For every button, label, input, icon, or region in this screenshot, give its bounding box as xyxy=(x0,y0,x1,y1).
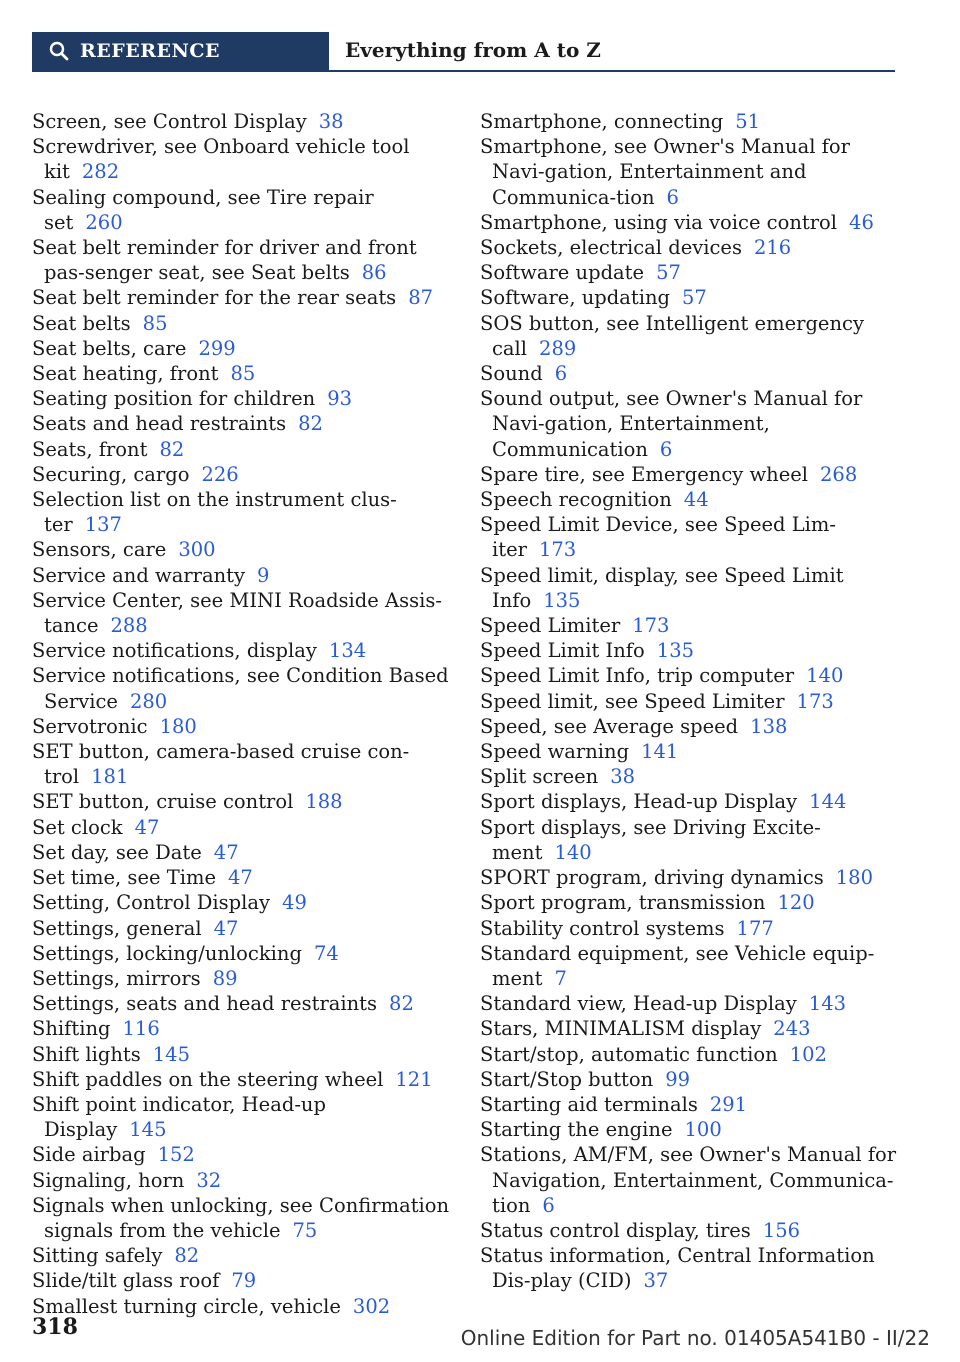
page-reference-link[interactable]: 38 xyxy=(318,110,344,133)
page-reference-link[interactable]: 82 xyxy=(159,437,185,461)
page-reference-link[interactable]: 268 xyxy=(820,462,858,486)
index-entry xyxy=(480,638,900,663)
index-term: Sound output, see Owner's Manual for Navi‐gation, Entertainment, Communication xyxy=(480,387,863,461)
index-entry xyxy=(480,361,900,386)
index-term: Start/Stop button xyxy=(480,1067,654,1091)
index-term: Servotronic xyxy=(32,714,148,738)
index-term: Seat belt reminder for driver and front pas‐senger seat, see Seat belts xyxy=(32,236,417,285)
index-entry xyxy=(480,487,900,512)
page-reference-link[interactable]: 93 xyxy=(327,387,353,411)
index-term: Sport displays, Head-up Display xyxy=(480,790,798,814)
index-entry xyxy=(480,1117,900,1142)
index-term: Seat belts xyxy=(32,311,131,335)
index-term: Starting aid terminals xyxy=(480,1092,698,1116)
page-reference-link[interactable]: 156 xyxy=(762,1218,801,1242)
page-reference-link[interactable]: 291 xyxy=(709,1092,748,1116)
page-reference-link[interactable]: 82 xyxy=(174,1244,200,1268)
index-term: Sockets, electrical devices xyxy=(480,236,742,260)
page-reference-link[interactable]: 289 xyxy=(539,336,577,360)
index-entry xyxy=(480,789,900,814)
index-term: Signals when unlocking, see Confirmation signals from the vehicle xyxy=(32,1193,450,1242)
index-term: Sport program, transmission xyxy=(480,891,766,915)
index-entry xyxy=(32,1092,452,1142)
index-entry xyxy=(32,1168,452,1193)
index-term: Sitting safely xyxy=(32,1244,163,1268)
page-reference-link[interactable]: 57 xyxy=(656,261,681,285)
index-entry xyxy=(32,134,452,184)
index-term: Side airbag xyxy=(32,1143,146,1167)
index-entry xyxy=(32,739,452,789)
index-entry xyxy=(32,311,452,336)
index-entry xyxy=(32,1294,452,1319)
page-reference-link[interactable]: 140 xyxy=(806,664,844,688)
index-term: Standard equipment, see Vehicle equip‐ment xyxy=(480,941,875,990)
index-entry xyxy=(32,336,452,361)
index-entry xyxy=(32,1268,452,1293)
index-term: Sealing compound, see Tire repair set xyxy=(32,185,374,234)
index-term: Spare tire, see Emergency wheel xyxy=(480,462,809,486)
index-term: Service notifications, see Condition Based Service xyxy=(32,664,449,713)
index-term: Slide/tilt glass roof xyxy=(32,1269,220,1293)
index-term: Shift paddles on the steering wheel xyxy=(32,1067,384,1091)
page-reference-link[interactable]: 32 xyxy=(196,1168,222,1192)
index-term: Settings, mirrors xyxy=(32,966,201,990)
page-reference-link[interactable]: 47 xyxy=(213,916,239,940)
index-term: Split screen xyxy=(480,765,599,789)
page-reference-link[interactable]: 46 xyxy=(849,210,874,234)
page-reference-link[interactable]: 57 xyxy=(682,286,707,310)
edition-footer: Online Edition for Part no. 01405A541B0 - II/22 xyxy=(460,1326,930,1350)
page-reference-link[interactable]: 173 xyxy=(632,614,670,638)
index-term: Service and warranty xyxy=(32,563,245,587)
index-term: Seats, front xyxy=(32,437,148,461)
index-entry xyxy=(32,462,452,487)
index-term: Speed Limit Device, see Speed Lim‐iter xyxy=(480,513,836,562)
index-term: Standard view, Head-up Display xyxy=(480,992,797,1016)
page-reference-link[interactable]: 99 xyxy=(665,1067,691,1091)
index-term: Speech recognition xyxy=(480,488,672,512)
index-term: Stars, MINIMALISM display xyxy=(480,1017,762,1041)
page-reference-link[interactable]: 135 xyxy=(656,639,695,663)
page-reference-link[interactable]: 6 xyxy=(659,437,673,461)
page-reference-link[interactable]: 44 xyxy=(683,488,709,512)
index-entry xyxy=(480,1092,900,1117)
index-entry xyxy=(32,235,452,285)
index-entry xyxy=(32,109,452,134)
page-reference-link[interactable]: 137 xyxy=(84,513,122,537)
index-term: Seat belts, care xyxy=(32,336,187,360)
page-reference-link[interactable]: 140 xyxy=(554,840,592,864)
index-term: Service notifications, display xyxy=(32,639,317,663)
index-term: Service Center, see MINI Roadside Assis‐tance xyxy=(32,588,442,638)
page-reference-link[interactable]: 173 xyxy=(796,689,834,713)
index-term: Set time, see Time xyxy=(32,866,216,890)
page-reference-link[interactable]: 47 xyxy=(134,815,160,839)
index-entry xyxy=(480,386,900,462)
index-entry xyxy=(32,185,452,235)
index-entry xyxy=(480,260,900,285)
index-entry xyxy=(480,1142,900,1218)
page-reference-link[interactable]: 47 xyxy=(228,866,253,890)
index-term: Seats and head restraints xyxy=(32,412,287,436)
index-column-left xyxy=(32,109,452,1319)
index-term: SET button, cruise control xyxy=(32,790,294,814)
page-reference-link[interactable]: 85 xyxy=(142,311,168,335)
index-entry xyxy=(480,235,900,260)
page-reference-link[interactable]: 300 xyxy=(178,538,216,562)
index-entry xyxy=(32,1243,452,1268)
page-reference-link[interactable]: 74 xyxy=(313,941,339,965)
page-reference-link[interactable]: 121 xyxy=(395,1067,433,1091)
index-term: Smartphone, see Owner's Manual for Navi‐gation, Entertainment and Communica‐tion xyxy=(480,135,850,209)
index-entry xyxy=(480,210,900,235)
section-tab xyxy=(32,32,329,70)
index-entry xyxy=(480,764,900,789)
page-reference-link[interactable]: 120 xyxy=(777,891,815,915)
index-term: Sound xyxy=(480,362,543,386)
index-entry xyxy=(480,714,900,739)
page-reference-link[interactable]: 181 xyxy=(91,765,129,789)
index-entry xyxy=(32,361,452,386)
index-entry xyxy=(32,638,452,663)
page-reference-link[interactable]: 82 xyxy=(389,992,414,1016)
page-reference-link[interactable]: 135 xyxy=(543,588,581,612)
page-reference-link[interactable]: 87 xyxy=(408,286,434,310)
index-term: Smartphone, using via voice control xyxy=(480,210,838,234)
page-reference-link[interactable]: 134 xyxy=(328,639,367,663)
section-label: REFERENCE xyxy=(80,40,220,62)
index-term: Speed limit, see Speed Limiter xyxy=(480,689,785,713)
index-entry xyxy=(480,739,900,764)
index-term: Setting, Control Display xyxy=(32,891,271,915)
page-reference-link[interactable]: 177 xyxy=(736,916,774,940)
page-reference-link[interactable]: 173 xyxy=(538,538,577,562)
index-term: Shift lights xyxy=(32,1042,141,1066)
page-reference-link[interactable]: 49 xyxy=(282,891,307,915)
page-reference-link[interactable]: 6 xyxy=(554,362,568,386)
index-term: Shift point indicator, Head-up Display xyxy=(32,1092,326,1142)
index-column-right xyxy=(480,109,900,1294)
index-entry xyxy=(32,285,452,310)
index-term: Status information, Central Information Dis‐play (CID) xyxy=(480,1244,875,1293)
chapter-title: Everything from A to Z xyxy=(345,38,601,62)
page-reference-link[interactable]: 47 xyxy=(213,840,239,864)
index-term: SPORT program, driving dynamics xyxy=(480,866,824,890)
page-reference-link[interactable]: 79 xyxy=(231,1269,257,1293)
index-entry xyxy=(32,815,452,840)
index-term: Start/stop, automatic function xyxy=(480,1042,778,1066)
index-entry xyxy=(32,789,452,814)
index-entry xyxy=(32,941,452,966)
page-reference-link[interactable]: 37 xyxy=(643,1269,669,1293)
index-entry xyxy=(480,815,900,865)
index-entry xyxy=(32,1142,452,1167)
index-entry xyxy=(32,1042,452,1067)
page-reference-link[interactable]: 9 xyxy=(257,563,270,587)
page-reference-link[interactable]: 145 xyxy=(152,1042,190,1066)
index-entry xyxy=(32,563,452,588)
index-term: Set day, see Date xyxy=(32,840,202,864)
page-reference-link[interactable]: 6 xyxy=(542,1193,555,1217)
index-entry xyxy=(480,663,900,688)
index-entry xyxy=(32,537,452,562)
page-reference-link[interactable]: 6 xyxy=(666,185,679,209)
page-reference-link[interactable]: 145 xyxy=(129,1118,167,1142)
index-entry xyxy=(480,865,900,890)
page-reference-link[interactable]: 100 xyxy=(684,1118,722,1142)
index-term: Stations, AM/FM, see Owner's Manual for Navigation, Entertainment, Communica‐tion xyxy=(480,1143,897,1217)
page-reference-link[interactable]: 260 xyxy=(85,210,123,234)
page-number: 318 xyxy=(32,1314,78,1340)
index-term: Software update xyxy=(480,261,645,285)
index-term: Smallest turning circle, vehicle xyxy=(32,1294,341,1318)
index-entry xyxy=(32,840,452,865)
page-reference-link[interactable]: 288 xyxy=(110,614,148,638)
index-entry xyxy=(480,613,900,638)
page-reference-link[interactable]: 243 xyxy=(773,1017,811,1041)
index-entry xyxy=(480,134,900,210)
index-term: Signaling, horn xyxy=(32,1168,185,1192)
page-reference-link[interactable]: 141 xyxy=(641,740,679,764)
index-term: Speed limit, display, see Speed Limit Info xyxy=(480,563,844,612)
index-entry xyxy=(480,689,900,714)
page-reference-link[interactable]: 180 xyxy=(159,714,197,738)
index-term: Speed Limit Info, trip computer xyxy=(480,664,795,688)
page-reference-link[interactable]: 188 xyxy=(305,790,343,814)
index-entry xyxy=(480,1016,900,1041)
index-entry xyxy=(32,386,452,411)
index-term: Seat heating, front xyxy=(32,362,219,386)
index-term: Starting the engine xyxy=(480,1118,673,1142)
index-entry xyxy=(480,1218,900,1243)
page-reference-link[interactable]: 38 xyxy=(610,765,636,789)
index-term: Sensors, care xyxy=(32,538,167,562)
index-term: Software, updating xyxy=(480,286,670,310)
index-entry xyxy=(32,1193,452,1243)
page-header xyxy=(32,32,895,72)
index-term: Sport displays, see Driving Excite‐ment xyxy=(480,815,821,864)
index-entry xyxy=(480,1067,900,1092)
page-reference-link[interactable]: 282 xyxy=(81,160,120,184)
index-term: Stability control systems xyxy=(480,916,725,940)
index-term: Screen, see Control Display xyxy=(32,110,307,133)
page-reference-link[interactable]: 216 xyxy=(753,236,792,260)
index-term: SET button, camera-based cruise con‐trol xyxy=(32,740,410,789)
index-term: Speed Limiter xyxy=(480,614,621,638)
page-reference-link[interactable]: 152 xyxy=(157,1143,195,1167)
index-entry xyxy=(480,890,900,915)
index-term: Seat belt reminder for the rear seats xyxy=(32,286,397,310)
index-term: Status control display, tires xyxy=(480,1218,751,1242)
index-term: Seating position for children xyxy=(32,387,316,411)
page-reference-link[interactable]: 226 xyxy=(201,462,239,486)
index-entry xyxy=(480,512,900,562)
index-term: Settings, locking/unlocking xyxy=(32,941,302,965)
index-entry xyxy=(32,865,452,890)
index-entry xyxy=(32,966,452,991)
index-term: Speed, see Average speed xyxy=(480,714,739,738)
index-term: Set clock xyxy=(32,815,123,839)
page-reference-link[interactable]: 75 xyxy=(292,1218,318,1242)
page-reference-link[interactable]: 138 xyxy=(750,714,788,738)
index-entry xyxy=(32,663,452,713)
index-entry xyxy=(32,588,452,638)
page-reference-link[interactable]: 144 xyxy=(809,790,847,814)
index-entry xyxy=(480,916,900,941)
index-entry xyxy=(480,109,900,134)
index-entry xyxy=(480,285,900,310)
index-entry xyxy=(32,714,452,739)
index-term: Settings, seats and head restraints xyxy=(32,992,378,1016)
page-reference-link[interactable]: 85 xyxy=(230,362,256,386)
index-term: Screwdriver, see Onboard vehicle tool kit xyxy=(32,135,410,184)
index-entry xyxy=(480,941,900,991)
index-term: Smartphone, connecting xyxy=(480,110,724,133)
page-reference-link[interactable]: 143 xyxy=(808,992,847,1016)
index-entry xyxy=(480,1243,900,1293)
index-term: Speed Limit Info xyxy=(480,639,645,663)
page-reference-link[interactable]: 302 xyxy=(352,1294,391,1318)
index-entry xyxy=(32,1067,452,1092)
index-entry xyxy=(32,890,452,915)
index-entry xyxy=(32,487,452,537)
index-term: SOS button, see Intelligent emergency call xyxy=(480,311,864,360)
index-entry xyxy=(480,311,900,361)
index-entry xyxy=(480,1042,900,1067)
index-term: Securing, cargo xyxy=(32,462,190,486)
page-reference-link[interactable]: 89 xyxy=(212,966,238,990)
page-reference-link[interactable]: 7 xyxy=(554,966,567,990)
index-entry xyxy=(32,1016,452,1041)
index-term: Speed warning xyxy=(480,740,630,764)
search-icon xyxy=(48,40,70,62)
page-reference-link[interactable]: 280 xyxy=(129,689,168,713)
page-reference-link[interactable]: 82 xyxy=(298,412,323,436)
index-entry xyxy=(32,437,452,462)
page-reference-link[interactable]: 102 xyxy=(789,1042,827,1066)
page-reference-link[interactable]: 116 xyxy=(122,1017,160,1041)
index-entry xyxy=(32,991,452,1016)
index-term: Settings, general xyxy=(32,916,202,940)
page-reference-link[interactable]: 51 xyxy=(735,110,761,133)
index-entry xyxy=(480,462,900,487)
index-entry xyxy=(480,991,900,1016)
index-entry xyxy=(32,411,452,436)
page-reference-link[interactable]: 299 xyxy=(198,336,236,360)
index-entry xyxy=(480,563,900,613)
page-reference-link[interactable]: 86 xyxy=(361,261,387,285)
index-entry xyxy=(32,916,452,941)
page-reference-link[interactable]: 180 xyxy=(835,866,873,890)
index-term: Selection list on the instrument clus‐ter xyxy=(32,488,397,537)
index-term: Shifting xyxy=(32,1017,111,1041)
